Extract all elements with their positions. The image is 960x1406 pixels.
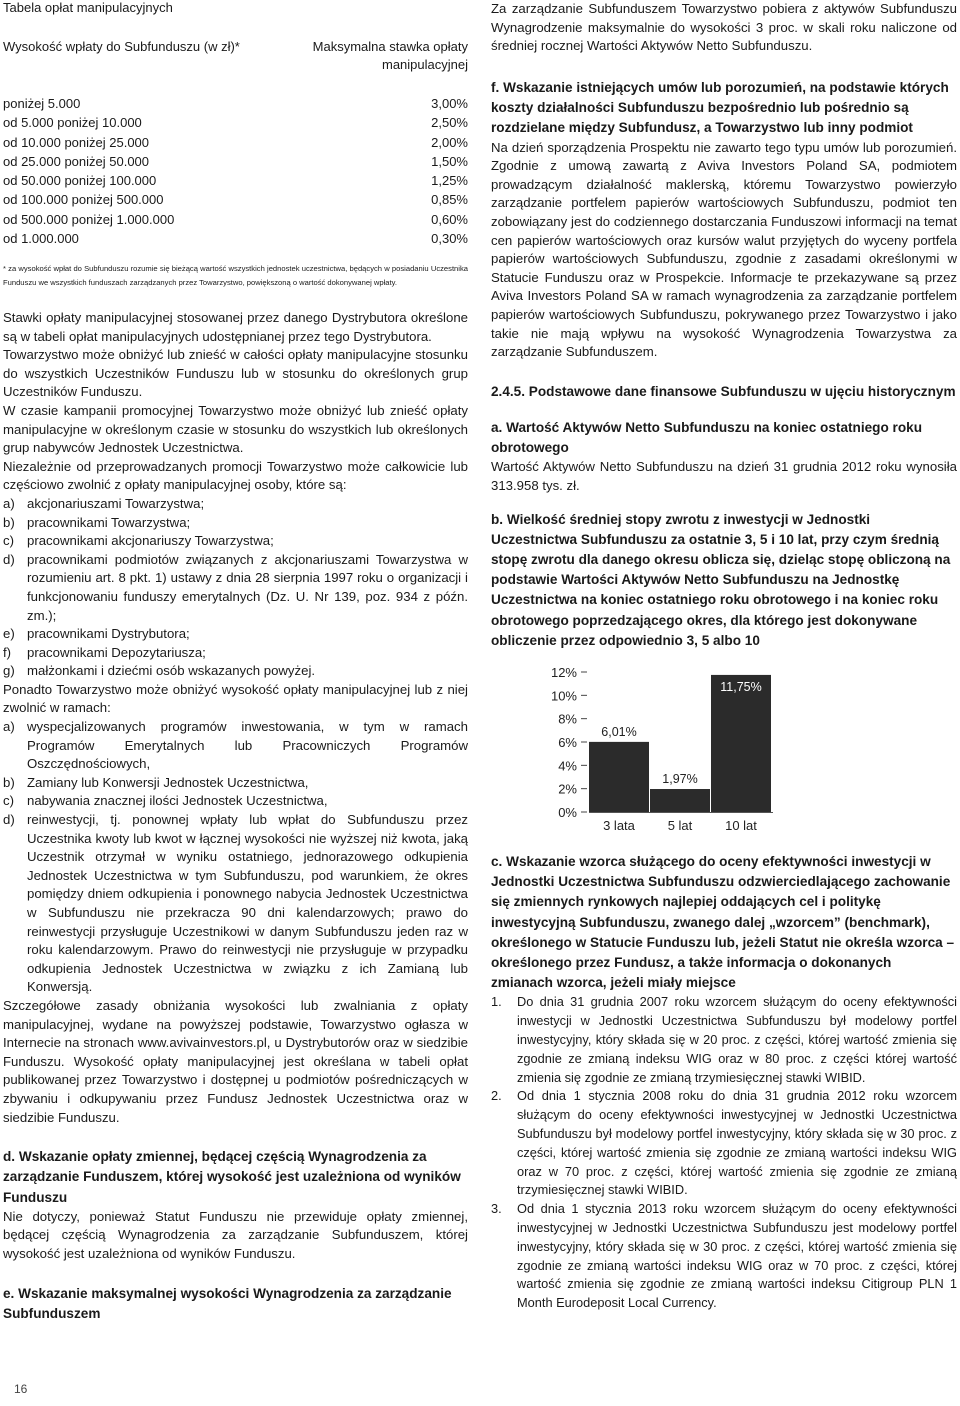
- para-kampania: W czasie kampanii promocyjnej Towarzystwo może obniżyć lub znieść opłaty manipulacyjne w określonym czasie w stosunku do wszystkich lub określonych grup nabywców Jednostek Uczestnictwa.: [3, 402, 468, 456]
- list-text: wyspecjalizowanych programów inwestowania, w tym w ramach Programów Emerytalnych lub Pracowniczych Programów Oszczędnościowych,: [27, 719, 468, 772]
- chart-bar: [589, 742, 649, 812]
- list-text: pracownikami podmiotów związanych z akcjonariuszami Towarzystwa w rozumieniu art. 8 pkt. 1) ustawy z dnia 28 sierpnia 1997 roku o organizacji i funkcjonowaniu funduszy emerytalnych (Dz. U. Nr 139, poz. 934 z późn. zm.);: [27, 551, 468, 623]
- fee-range: od 10.000 poniżej 25.000: [3, 134, 150, 150]
- fee-rate: 0,85%: [431, 192, 468, 208]
- chart-bar: [711, 675, 771, 812]
- para-d: Nie dotyczy, ponieważ Statut Funduszu nie przewiduje opłaty zmiennej, będącej częścią Wynagrodzenia za zarządzanie Subfunduszem, której wysokość jest uzależniona od wyników Funduszu.: [3, 1208, 468, 1261]
- y-tick-label: 8%: [558, 711, 577, 727]
- fee-footnote: * za wysokość wpłat do Subfunduszu rozumie się bieżącą wartość wszystkich jednostek uczestnictwa, będących w posiadaniu Uczestnika Funduszu we wszystkich funduszach zarządzanych przez Towarzystwo, powiększoną o wartość dokonywanej wpłaty.: [3, 264, 468, 287]
- heading-c: c. Wskazanie wzorca służącego do oceny efektywności inwestycji w Jednostki Uczestnictwa Subfunduszu odzwierciedlającego zachowanie się zmiennych rynkowych najlepiej oddających cel i politykę inwestycyjną Subfunduszu, zwanego dalej „wzorcem” (benchmark), określonego w Statucie Funduszu lub, jeżeli Statut nie określa wzorca – określonego przez Fundusz, a także informacja o dokonanych zmianach wzorca, jeżeli miały miejsce: [491, 854, 955, 991]
- para-szczegolowe: Szczegółowe zasady obniżania wysokości lub zwalniania z opłaty manipulacyjnej, wydane na powyższej podstawie, Towarzystwo ogłasza w Internecie na stronach www.avivainvestors.pl, u Dystrybutorów oraz w siedzibie Funduszu. Wysokość opłaty manipulacyjnej jest określana w tabeli opłat publikowanej przez Towarzystwo i dostępnej u podmiotów pośredniczących w zbywaniu i odkupywaniu przez Fundusz Jednostek Uczestnictwa oraz w siedzibie Funduszu.: [3, 997, 468, 1125]
- list-text: akcjonariuszami Towarzystwa;: [27, 495, 205, 511]
- heading-f: f. Wskazanie istniejących umów lub porozumień, na podstawie których koszty działalności Subfunduszu bezpośrednio lub pośrednio są rozdzielane między Subfundusz, a Towarzystwo lub inny podmiot: [491, 80, 949, 136]
- fee-rate: 1,25%: [431, 173, 468, 189]
- list-text: reinwestycji, tj. ponownej wpłaty lub wpłat do Subfunduszu przez Uczestnika kwoty lub kwot w łącznej wysokości nie wyższej niż kwota, jaką Uczestnik otrzymał w wyniku ostatniego, jednorazowego odkupienia Jednostek Uczestnictwa w tym Subfunduszu, pod warunkiem, że okres pomiędzy dniem odkupienia i ponownego nabycia Jednostek Uczestnictwa w Subfunduszu nie przekracza 90 dni kalendarzowych; prawo do reinwestycji przysługuje Uczestnikowi w danym Subfunduszu jeden raz w roku kalendarzowym. Prawo do reinwestycji nie przysługuje w przypadku odkupienia Jednostek Uczestnictwa w związku z ich Zamianą lub Konwersją.: [27, 812, 468, 995]
- list-marker: d): [3, 812, 15, 828]
- list-marker: 1.: [491, 994, 502, 1010]
- data-label: 11,75%: [720, 679, 762, 694]
- heading-245: 2.4.5. Podstawowe dane finansowe Subfunduszu w ujęciu historycznym: [491, 383, 956, 399]
- list-marker: 2.: [491, 1088, 502, 1104]
- fee-range: od 50.000 poniżej 100.000: [3, 173, 157, 189]
- list-marker: c): [3, 533, 14, 549]
- list-text: Zamiany lub Konwersji Jednostek Uczestnictwa,: [27, 774, 309, 790]
- list-marker: g): [3, 663, 15, 679]
- heading-a: a. Wartość Aktywów Netto Subfunduszu na koniec ostatniego roku obrotowego: [491, 419, 923, 456]
- fee-col-head-rate: Maksymalna stawka opłaty manipulacyjnej: [312, 39, 468, 72]
- list-item: [3, 718, 468, 774]
- list-item: [3, 662, 468, 681]
- list-item: [3, 625, 468, 644]
- list-text: małżonkami i dziećmi osób wskazanych powyżej.: [27, 663, 316, 679]
- list-item: [3, 644, 468, 663]
- chart-bar: [650, 789, 710, 812]
- para-zwolnic: Niezależnie od przeprowadzanych promocji Towarzystwo może całkowicie lub częściowo zwolnić z opłaty manipulacyjnej osoby, które są:: [3, 458, 468, 493]
- left-body: [3, 309, 468, 1324]
- list-item: [491, 1087, 957, 1200]
- para-stawki: Stawki opłaty manipulacyjnej stosowanej przez danego Dystrybutora określone są w tabeli opłat manipulacyjnych udostępnianej przez tego Dystrybutora.: [3, 310, 468, 344]
- fee-row: [3, 229, 468, 248]
- fee-rate: 0,60%: [431, 211, 468, 227]
- right-bottom: [491, 852, 957, 1313]
- list-marker: b): [3, 514, 15, 530]
- list-item: [491, 1200, 957, 1313]
- list-text: Od dnia 1 stycznia 2008 roku do dnia 31 grudnia 2012 roku wzorcem służącym do oceny efektywności inwestycyjnej w Jednostki Uczestnictwa Subfunduszu był modelowy portfel inwestycyjny, który składa się w 30 proc. z części, której wartość zmienia się zgodnie ze zmianą wartości indeksu WIG oraz w 70 proc. z części, której wartość zmienia się zgodnie ze zmianą trzymiesięcznej stawki WIBID.: [517, 1088, 957, 1198]
- fee-rate: 3,00%: [431, 96, 468, 111]
- fee-range: od 1.000.000: [3, 231, 79, 247]
- list-text: Od dnia 1 stycznia 2013 roku wzorcem służącym do oceny efektywności inwestycyjnej w Jednostki Uczestnictwa Subfunduszu jest modelowy portfel inwestycyjny, który składa się w 30 proc. z części, której wartość zmienia się zgodnie ze zmianą wartości indeksu WIG oraz w 70 proc. z części, której wartość zmienia się zgodnie ze zmianą wartości indeksu Citigroup PLN 1 Month Eurodeposit Local Currency.: [517, 1201, 957, 1311]
- heading-e: e. Wskazanie maksymalnej wysokości Wynagrodzenia za zarządzanie Subfunduszem: [3, 1285, 452, 1321]
- list-text: pracownikami Depozytariusza;: [27, 644, 206, 660]
- list-marker: d): [3, 551, 15, 567]
- y-tick-label: 4%: [558, 758, 577, 774]
- benchmark-list: [491, 993, 957, 1313]
- para-f: Na dzień sporządzenia Prospektu nie zawarto tego typu umów lub porozumień. Zgodnie z umową zawartą z Aviva Investors Poland SA, podmiotem prowadzącym działalność maklerską, któremu Towarzystwo powierzyło zarządzanie portfelem papierów wartościowych Subfunduszu, podmiot ten zobowiązany jest do codziennego dostarczania Funduszowi informacji na temat cen papierów wartościowych oraz kursów walut przyjętych do wyceny portfela papierów wartościowych Subfunduszu, zgodnie z zasadami określonymi w Statucie Funduszu oraz w Prospekcie. Informacje te przekazywane są przez Aviva Investors Poland SA w ramach wynagrodzenia za zarządzanie portfelem papierów wartościowych Subfunduszu, pokrywanego przez Towarzystwo i jako takie nie mają wpływu na wysokość Wynagrodzenia Towarzystwa za zarządzanie Subfunduszem.: [491, 139, 957, 360]
- list-marker: b): [3, 774, 15, 790]
- exemption-list: [3, 495, 468, 681]
- fee-rate: 0,30%: [431, 231, 468, 247]
- list-text: pracownikami Dystrybutora;: [27, 626, 190, 642]
- y-tick-label: 10%: [550, 688, 577, 704]
- fee-range: poniżej 5.000: [3, 96, 81, 111]
- fee-range: od 5.000 poniżej 10.000: [3, 115, 142, 131]
- fee-range: od 500.000 poniżej 1.000.000: [3, 211, 175, 227]
- x-tick-label: 3 lata: [603, 818, 635, 833]
- fee-row: [3, 113, 468, 132]
- fee-table-title: Tabela opłat manipulacyjnych: [3, 0, 173, 15]
- list-item: [3, 532, 468, 551]
- list-item: [491, 993, 957, 1087]
- fee-row: [3, 94, 468, 113]
- return-chart: [491, 660, 957, 840]
- fee-rate: 2,00%: [431, 134, 468, 150]
- right-mid: [491, 78, 957, 651]
- right-top: [491, 0, 957, 56]
- list-marker: e): [3, 626, 15, 642]
- list-text: pracownikami Towarzystwa;: [27, 514, 191, 530]
- list-item: [3, 792, 468, 811]
- list-item: [3, 551, 468, 625]
- x-tick-label: 10 lat: [725, 818, 757, 833]
- y-tick-label: 2%: [558, 781, 577, 797]
- fee-rate: 2,50%: [431, 115, 468, 131]
- list-marker: f): [3, 644, 12, 660]
- list-item: [3, 495, 468, 514]
- list-item: [3, 774, 468, 793]
- list-item: [3, 514, 468, 533]
- para-ponadto: Ponadto Towarzystwo może obniżyć wysokość opłaty manipulacyjnej lub z niej zwolnić w ramach:: [3, 681, 468, 716]
- data-label: 1,97%: [662, 772, 698, 787]
- fee-range: od 25.000 poniżej 50.000: [3, 153, 150, 169]
- list-item: [3, 811, 468, 997]
- para-a: Wartość Aktywów Netto Subfunduszu na dzień 31 grudnia 2012 roku wynosiła 313.958 tys. zł.: [491, 459, 957, 493]
- y-tick-label: 0%: [558, 805, 577, 820]
- y-tick-label: 12%: [550, 665, 577, 680]
- fee-table: [3, 94, 468, 248]
- para-wynagrodzenie: Za zarządzanie Subfunduszem Towarzystwo pobiera z aktywów Subfunduszu Wynagrodzenie maksymalnie do wysokości 3 proc. w skali roku naliczone od średniej rocznej Wartości Aktywów Netto Subfunduszu.: [491, 1, 957, 54]
- list-text: Do dnia 31 grudnia 2007 roku wzorcem służącym do oceny efektywności inwestycji w Jednostki Uczestnictwa Subfunduszu był modelowy portfel inwestycyjny, który składa się w 20 proc. z części, której wartość zmienia się zgodnie ze zmianą indeksu WIG oraz w 80 proc. z części której wartość zmienia się zgodnie ze zmianą trzymiesięcznej stawki WIBID.: [517, 994, 957, 1085]
- program-list: [3, 718, 468, 997]
- heading-d: d. Wskazanie opłaty zmiennej, będącej częścią Wynagrodzenia za zarządzanie Funduszem, której wysokość jest uzależniona od wyników Funduszu: [3, 1149, 461, 1205]
- y-tick-label: 6%: [558, 735, 577, 750]
- list-marker: a): [3, 719, 15, 735]
- fee-row: [3, 152, 468, 171]
- fee-range: od 100.000 poniżej 500.000: [3, 192, 164, 208]
- heading-b: b. Wielkość średniej stopy zwrotu z inwestycji w Jednostki Uczestnictwa Subfunduszu za ostatnie 3, 5 i 10 lat, przy czym średnią stopę zwrotu dla danego okresu oblicza się, dzieląc stopę obliczoną na podstawie Wartości Aktywów Netto Subfunduszu na Jednostkę Uczestnictwa na koniec ostatniego roku obrotowego i na koniec roku obrotowego poprzedzającego okres, dla którego jest dokonywane obliczenie przez odpowiednio 3, 5 albo 10: [491, 511, 951, 648]
- list-text: pracownikami akcjonariuszy Towarzystwa;: [27, 533, 274, 549]
- page-number: 16: [14, 1382, 28, 1396]
- list-marker: a): [3, 495, 15, 511]
- para-obnizyc: Towarzystwo może obniżyć lub znieść w całości opłaty manipulacyjne stosunku do wszystkich Uczestników Funduszu lub w stosunku do określonych grup Uczestników Funduszu.: [3, 347, 468, 400]
- list-marker: c): [3, 793, 14, 809]
- fee-col-head-amount: Wysokość wpłaty do Subfunduszu (w zł)*: [3, 39, 240, 54]
- fee-row: [3, 171, 468, 190]
- fee-row: [3, 210, 468, 229]
- fee-rate: 1,50%: [431, 153, 468, 169]
- data-label: 6,01%: [601, 724, 637, 739]
- list-marker: 3.: [491, 1201, 502, 1217]
- fee-row: [3, 190, 468, 209]
- list-text: nabywania znacznej ilości Jednostek Uczestnictwa,: [27, 793, 328, 809]
- x-tick-label: 5 lat: [667, 818, 693, 833]
- fee-row: [3, 133, 468, 152]
